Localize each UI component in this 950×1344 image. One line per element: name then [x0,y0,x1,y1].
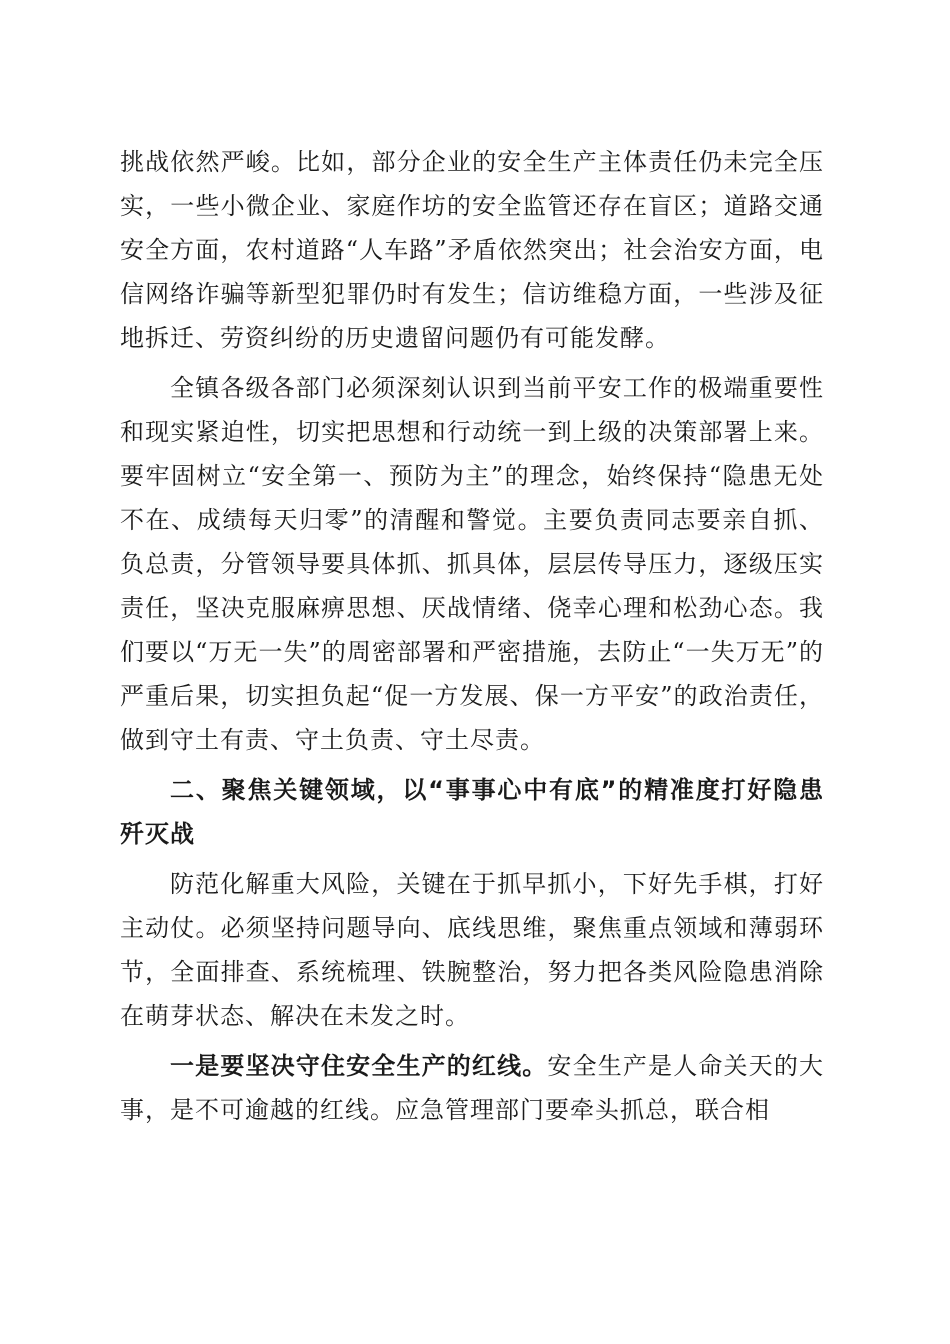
section-heading-2: 二、聚焦关键领域，以“事事心中有底”的精准度打好隐患歼灭战 [120,776,824,848]
paragraph-responsibility: 全镇各级各部门必须深刻认识到当前平安工作的极端重要性和现实紧迫性，切实把思想和行动统一到上级的决策部署上来。要牢固树立“安全第一、预防为主”的理念，始终保持“隐患无处不在、成绩每天归零”的清醒和警觉。主要负责同志要亲自抓、负总责，分管领导要具体抓、抓具体，层层传导压力，逐级压实责任，坚决克服麻痹思想、厌战情绪、侥幸心理和松劲心态。我们要以“万无一失”的周密部署和严密措施，去防止“一失万无”的严重后果，切实担负起“促一方发展、保一方平安”的政治责任，做到守土有责、守土负责、守土尽责。 [120,374,824,754]
paragraph-safety-redline [120,1044,824,1132]
paragraph-lead-phrase: 一是要坚决守住安全生产的红线。 [170,1051,548,1080]
paragraph-continued: 挑战依然严峻。比如，部分企业的安全生产主体责任仍未完全压实，一些小微企业、家庭作坊的安全监管还存在盲区；道路交通安全方面，农村道路“人车路”矛盾依然突出；社会治安方面，电信网络诈骗等新型犯罪仍时有发生；信访维稳方面，一些涉及征地拆迁、劳资纠纷的历史遗留问题仍有可能发酵。 [120,148,824,352]
paragraph-risk-prevention: 防范化解重大风险，关键在于抓早抓小，下好先手棋，打好主动仗。必须坚持问题导向、底线思维，聚焦重点领域和薄弱环节，全面排查、系统梳理、铁腕整治，努力把各类风险隐患消除在萌芽状态、解决在未发之时。 [120,870,824,1030]
document-body [120,140,824,1138]
paragraph-lead-body: 安全生产是人命关天的大事，是不可逾越的红线。应急管理部门要牵头抓总，联合相 [120,1052,825,1124]
